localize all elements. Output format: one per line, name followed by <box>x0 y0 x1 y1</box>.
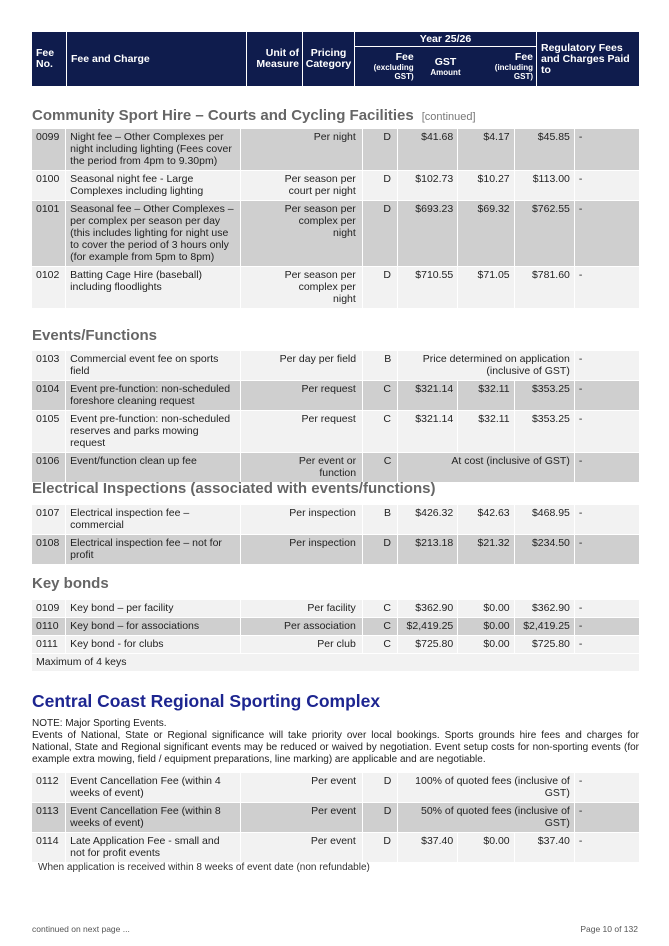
fee-category: C <box>363 453 398 483</box>
fee-category: C <box>363 411 398 453</box>
fee-desc: Electrical inspection fee – commercial <box>66 505 240 535</box>
fee-no: 0099 <box>32 129 66 171</box>
table-row <box>32 129 639 171</box>
fee-excl: $41.68 <box>398 129 458 171</box>
fee-category: C <box>363 636 398 654</box>
fee-excl: $321.14 <box>398 411 458 453</box>
fee-regulatory: - <box>575 833 639 863</box>
fee-unit: Per association <box>241 618 363 636</box>
header-pricing-category: Pricing Category <box>303 32 355 86</box>
fee-unit: Per season per complex per night <box>241 201 363 267</box>
fee-desc: Event pre-function: non-scheduled reserves and parks mowing request <box>66 411 240 453</box>
fee-regulatory: - <box>575 505 639 535</box>
fee-no: 0113 <box>32 803 66 833</box>
ccrsc-after-note: When application is received within 8 weeks of event date (non refundable) <box>38 862 370 873</box>
electrical-table <box>32 505 639 565</box>
bonds-note: Maximum of 4 keys <box>32 654 639 672</box>
fee-excl: $213.18 <box>398 535 458 565</box>
fee-unit: Per season per complex per night <box>241 267 363 309</box>
fee-unit: Per request <box>241 381 363 411</box>
fee-no: 0102 <box>32 267 66 309</box>
fee-unit: Per club <box>241 636 363 654</box>
fee-no: 0108 <box>32 535 66 565</box>
fee-incl: $468.95 <box>515 505 575 535</box>
fee-desc: Late Application Fee - small and not for profit events <box>66 833 240 863</box>
fee-regulatory: - <box>575 201 639 267</box>
fee-gst: $32.11 <box>458 411 514 453</box>
fee-regulatory: - <box>575 773 639 803</box>
fee-incl: $725.80 <box>515 636 575 654</box>
table-row <box>32 267 639 309</box>
fee-unit: Per event <box>241 803 363 833</box>
table-row <box>32 535 639 565</box>
table-row <box>32 636 639 654</box>
fee-excl: $426.32 <box>398 505 458 535</box>
fee-excl: $710.55 <box>398 267 458 309</box>
fee-incl: $781.60 <box>515 267 575 309</box>
fee-regulatory: - <box>575 351 639 381</box>
ccrsc-note-body: Events of National, State or Regional significance will take priority over local bookings. Sports grounds hire fees and charges for National, State and Regional significant events may be reduced or waived by negotiation. Event setup costs for non-sporting events (for example extra mowing, field / equipment preparations, line marking) are applicable and are negotiable. <box>32 730 639 765</box>
header-fee-no: Fee No. <box>32 32 67 86</box>
fee-no: 0112 <box>32 773 66 803</box>
fee-desc: Key bond – for associations <box>66 618 240 636</box>
table-header <box>32 32 639 86</box>
fee-category: D <box>363 535 398 565</box>
fee-desc: Seasonal night fee - Large Complexes including lighting <box>66 171 240 201</box>
fee-desc: Night fee – Other Complexes per night including lighting (Fees cover the period from 4pm to 9.30pm) <box>66 129 240 171</box>
fee-gst: $0.00 <box>458 600 514 618</box>
table-row <box>32 381 639 411</box>
section-title-bonds: Key bonds <box>32 575 109 592</box>
fee-category: D <box>363 833 398 863</box>
fee-regulatory: - <box>575 535 639 565</box>
fee-no: 0104 <box>32 381 66 411</box>
table-row <box>32 171 639 201</box>
table-row <box>32 453 639 483</box>
events-table <box>32 351 639 483</box>
fee-excl: $321.14 <box>398 381 458 411</box>
ccrsc-table <box>32 773 639 863</box>
fee-unit: Per night <box>241 129 363 171</box>
fee-incl: $113.00 <box>515 171 575 201</box>
fee-excl: $725.80 <box>398 636 458 654</box>
fee-excl: $693.23 <box>398 201 458 267</box>
header-fee-and-charge: Fee and Charge <box>67 32 247 86</box>
fee-category: D <box>363 171 398 201</box>
fee-gst: $69.32 <box>458 201 514 267</box>
fee-desc: Electrical inspection fee – not for profit <box>66 535 240 565</box>
fee-span-text: Price determined on application (inclusive of GST) <box>398 351 575 381</box>
table-row <box>32 600 639 618</box>
fee-incl: $45.85 <box>515 129 575 171</box>
fee-regulatory: - <box>575 129 639 171</box>
fee-desc: Commercial event fee on sports field <box>66 351 241 381</box>
fee-gst: $71.05 <box>458 267 514 309</box>
fee-regulatory: - <box>575 636 639 654</box>
fee-category: C <box>363 600 398 618</box>
fee-unit: Per event <box>241 833 363 863</box>
fee-no: 0106 <box>32 453 66 483</box>
fee-regulatory: - <box>575 600 639 618</box>
fee-no: 0110 <box>32 618 66 636</box>
table-row <box>32 803 639 833</box>
section-title-community: Community Sport Hire – Courts and Cycling Facilities [continued] <box>32 107 476 124</box>
fee-category: D <box>363 267 398 309</box>
table-row <box>32 505 639 535</box>
fee-excl: $37.40 <box>398 833 458 863</box>
fee-gst: $42.63 <box>458 505 514 535</box>
fee-excl: $362.90 <box>398 600 458 618</box>
table-row <box>32 351 639 381</box>
fee-gst: $0.00 <box>458 618 514 636</box>
fee-desc: Key bond - for clubs <box>66 636 240 654</box>
fee-desc: Key bond – per facility <box>66 600 240 618</box>
fee-incl: $2,419.25 <box>515 618 575 636</box>
fee-no: 0100 <box>32 171 66 201</box>
fee-no: 0103 <box>32 351 66 381</box>
fee-unit: Per event <box>241 773 363 803</box>
ccrsc-note-title: NOTE: Major Sporting Events. <box>32 718 167 729</box>
fee-unit: Per inspection <box>241 535 363 565</box>
fee-incl: $37.40 <box>515 833 575 863</box>
fee-unit: Per event or function <box>241 453 363 483</box>
fee-gst: $32.11 <box>458 381 514 411</box>
section-title-electrical: Electrical Inspections (associated with events/functions) <box>32 480 436 497</box>
header-fee-incl: Fee (including GST) <box>494 51 533 81</box>
header-regulatory: Regulatory Fees and Charges Paid to <box>537 32 639 86</box>
table-row <box>32 411 639 453</box>
fee-category: D <box>363 201 398 267</box>
fee-gst: $10.27 <box>458 171 514 201</box>
fee-category: D <box>363 129 398 171</box>
header-gst: GST Amount <box>430 55 461 77</box>
fee-incl: $353.25 <box>515 381 575 411</box>
fee-no: 0105 <box>32 411 66 453</box>
fee-excl: $102.73 <box>398 171 458 201</box>
fee-excl: $2,419.25 <box>398 618 458 636</box>
table-row <box>32 201 639 267</box>
footer-continued: continued on next page ... <box>32 924 130 934</box>
fee-no: 0107 <box>32 505 66 535</box>
fee-category: B <box>363 505 398 535</box>
table-row <box>32 618 639 636</box>
fee-no: 0109 <box>32 600 66 618</box>
fee-unit: Per inspection <box>241 505 363 535</box>
fee-unit: Per request <box>241 411 363 453</box>
fee-unit: Per day per field <box>241 351 363 381</box>
fee-category: D <box>363 773 398 803</box>
fee-desc: Event pre-function: non-scheduled foreshore cleaning request <box>66 381 240 411</box>
fee-no: 0114 <box>32 833 66 863</box>
fee-category: C <box>363 381 398 411</box>
fee-gst: $21.32 <box>458 535 514 565</box>
community-table <box>32 129 639 309</box>
fee-no: 0111 <box>32 636 66 654</box>
fee-category: D <box>363 803 398 833</box>
fee-desc: Batting Cage Hire (baseball) including floodlights <box>66 267 240 309</box>
fee-incl: $762.55 <box>515 201 575 267</box>
section-title-ccrsc: Central Coast Regional Sporting Complex <box>32 691 381 711</box>
table-row-note <box>32 654 639 672</box>
fee-desc: Event Cancellation Fee (within 4 weeks of event) <box>66 773 241 803</box>
ccrsc-note <box>32 718 639 766</box>
fee-regulatory: - <box>575 411 639 453</box>
fee-regulatory: - <box>575 267 639 309</box>
header-year-group <box>355 32 537 86</box>
fee-regulatory: - <box>575 453 639 483</box>
footer-page-number: Page 10 of 132 <box>580 924 638 934</box>
fee-desc: Seasonal fee – Other Complexes – per complex per season per day (this includes lighting for night use to cover the period of 3 hours only (for example from 5pm to 8pm) <box>66 201 240 267</box>
fee-regulatory: - <box>575 171 639 201</box>
header-year: Year 25/26 <box>355 32 536 47</box>
fee-gst: $4.17 <box>458 129 514 171</box>
fee-incl: $353.25 <box>515 411 575 453</box>
fee-gst: $0.00 <box>458 636 514 654</box>
fee-unit: Per facility <box>241 600 363 618</box>
fee-regulatory: - <box>575 803 639 833</box>
fee-unit: Per season per court per night <box>241 171 363 201</box>
fee-category: B <box>363 351 398 381</box>
header-fee-excl: Fee (excluding GST) <box>373 51 414 81</box>
section-title-events: Events/Functions <box>32 327 158 344</box>
table-row <box>32 773 639 803</box>
fee-incl: $362.90 <box>515 600 575 618</box>
fee-span-text: 50% of quoted fees (inclusive of GST) <box>398 803 575 833</box>
fee-regulatory: - <box>575 381 639 411</box>
fee-no: 0101 <box>32 201 66 267</box>
fee-category: C <box>363 618 398 636</box>
bonds-table <box>32 600 639 672</box>
fee-regulatory: - <box>575 618 639 636</box>
fee-span-text: 100% of quoted fees (inclusive of GST) <box>398 773 575 803</box>
header-unit-of-measure: Unit of Measure <box>247 32 303 86</box>
table-row <box>32 833 639 863</box>
fee-desc: Event Cancellation Fee (within 8 weeks of event) <box>66 803 241 833</box>
fee-span-text: At cost (inclusive of GST) <box>398 453 575 483</box>
fee-gst: $0.00 <box>458 833 514 863</box>
fee-desc: Event/function clean up fee <box>66 453 241 483</box>
fee-incl: $234.50 <box>515 535 575 565</box>
